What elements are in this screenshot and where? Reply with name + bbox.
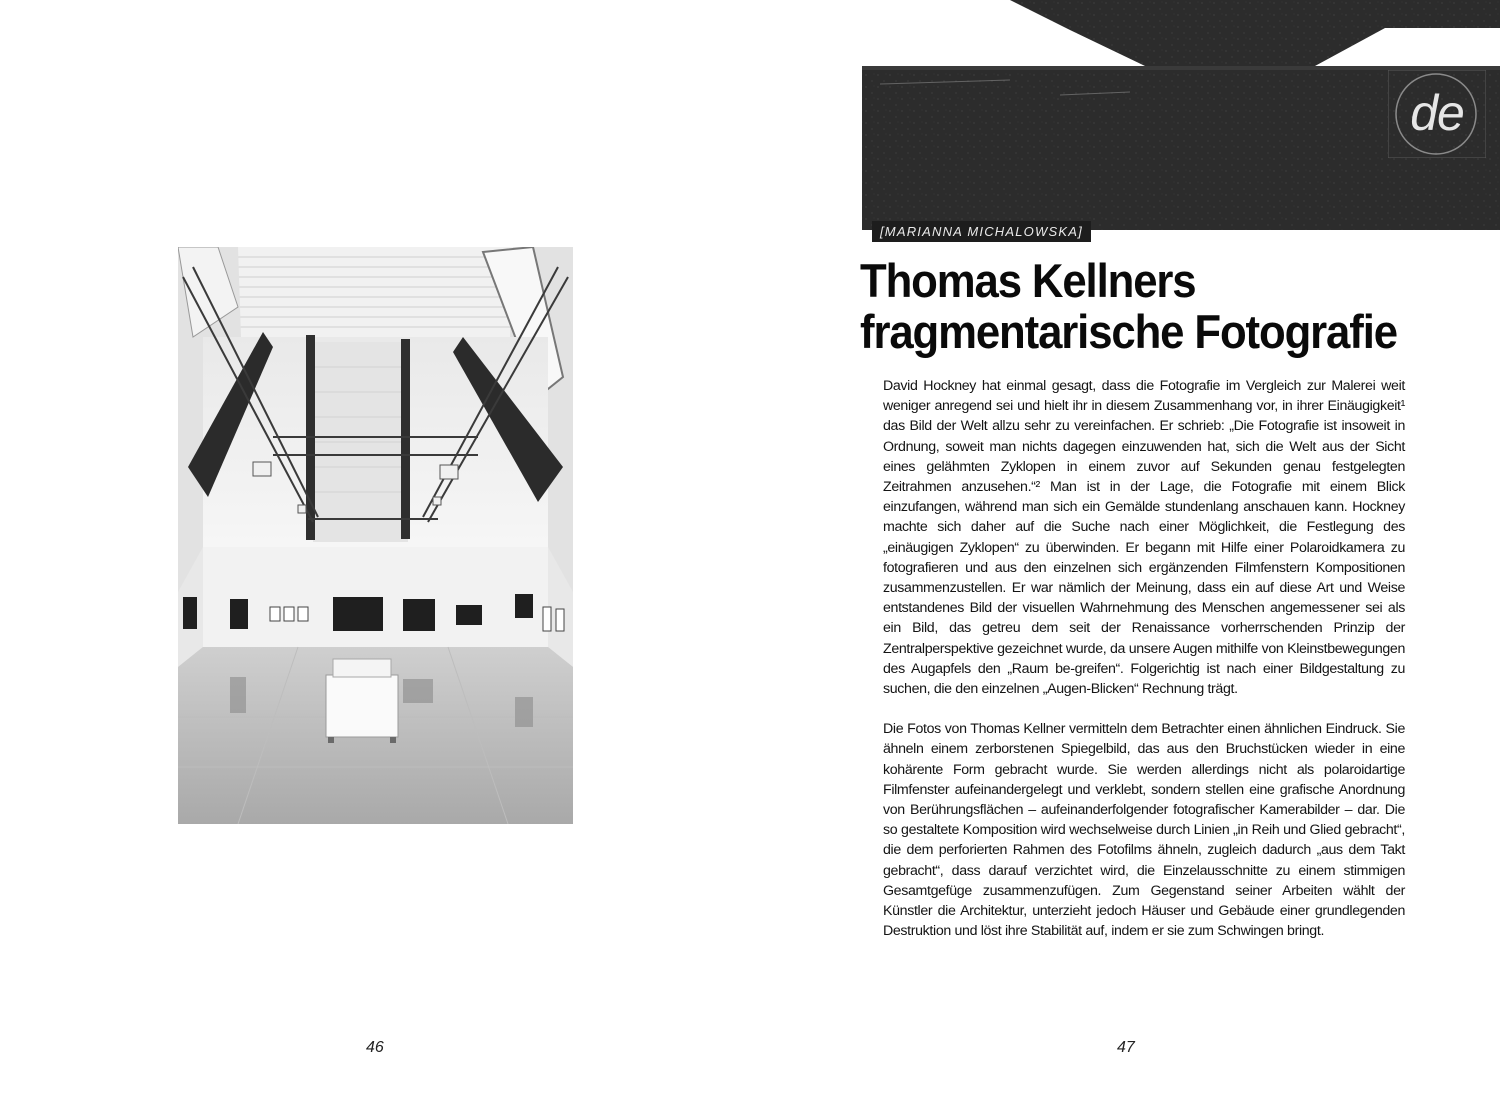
title-line-2: fragmentarische Fotografie <box>860 305 1397 358</box>
title-line-1: Thomas Kellners <box>860 254 1196 307</box>
language-badge <box>1388 70 1486 158</box>
header-band <box>0 0 1500 240</box>
language-code: de <box>1410 85 1464 141</box>
body-paragraph: Die Fotos von Thomas Kellner vermitteln dem Betrachter einen ähnlichen Eindruck. Sie ähneln einem zerborstenen Spiegelbild, das aus den Bruchstücken wieder in eine kohärente Form gebracht wurde. Sie werden allerdings nicht als polaroidartige Filmfenster aufeinandergelegt und verklebt, sondern stellen eine grafische Anordnung von Berührungsflächen – aufeinanderfolgender fotografischer Kamerabilder – dar. Die so gestaltete Komposition wird wechselweise durch Linien „in Reih und Glied gebracht“, die dem perforierten Rahmen des Fotofilms ähneln, zugleich dadurch „aus dem Takt gebracht“, dass darauf verzichtet wird, die Einzelausschnitte zu einem stimmigen Gesamtgefüge zusammenzufügen. Zum Gegenstand seiner Arbeiten wählt der Künstler die Architektur, unterzieht jedoch Häuser und Gebäude einer grundlegenden Destruktion und löst ihre Stabilität auf, indem er sie zum Schwingen bringt. <box>883 721 1405 940</box>
author-label: [MARIANNA MICHALOWSKA] <box>872 221 1091 242</box>
body-paragraph: David Hockney hat einmal gesagt, dass die Fotografie im Vergleich zur Malerei weit weniger anregend sei und hielt ihr in diesem Zusammenhang vor, in ihrer Einäugigkeit¹ das Bild der Welt allzu sehr zu vereinfachen. Er schrieb: „Die Fotografie ist insoweit in Ordnung, soweit man nichts dagegen einzuwenden hat, sich die Welt aus der Sicht eines gelähmten Zyklopen in einem zuvor auf Sekunden genau festgelegten Zeitrahmen anzusehen.“² Man ist in der Lage, die Fotografie mit einem Blick einzufangen, während man sich ein Gemälde stundenlang anschauen kann. Hockney machte sich daher auf die Suche nach einer Möglichkeit, die Festlegung des „einäugigen Zyklopen“ zu überwinden. Er begann mit Hilfe einer Polaroidkamera zu fotografieren und aus den einzelnen sich ergänzenden Filmfenstern Kompositionen zusammenzustellen. Er war nämlich der Meinung, dass ein auf diese Art und Weise entstandenes Bild der visuellen Wahrnehmung des Menschen angemessener sei als ein Bild, das getreu dem seit der Renaissance vorherrschenden Prinzip der Zentralperspektive gezeichnet wurde, da unsere Augen mithilfe von Kleinstbewegungen des Augapfels den „Raum be-greifen“. Folgerichtig ist nach einer Bildgestaltung zu suchen, die den einzelnen „Augen-Blicken“ Rechnung trägt. <box>883 378 1405 698</box>
article-title <box>860 255 1437 357</box>
article-body <box>883 376 1405 961</box>
page-number-right: 47 <box>1117 1039 1135 1056</box>
gallery-photo <box>178 247 573 824</box>
page-number-left: 46 <box>366 1039 384 1056</box>
